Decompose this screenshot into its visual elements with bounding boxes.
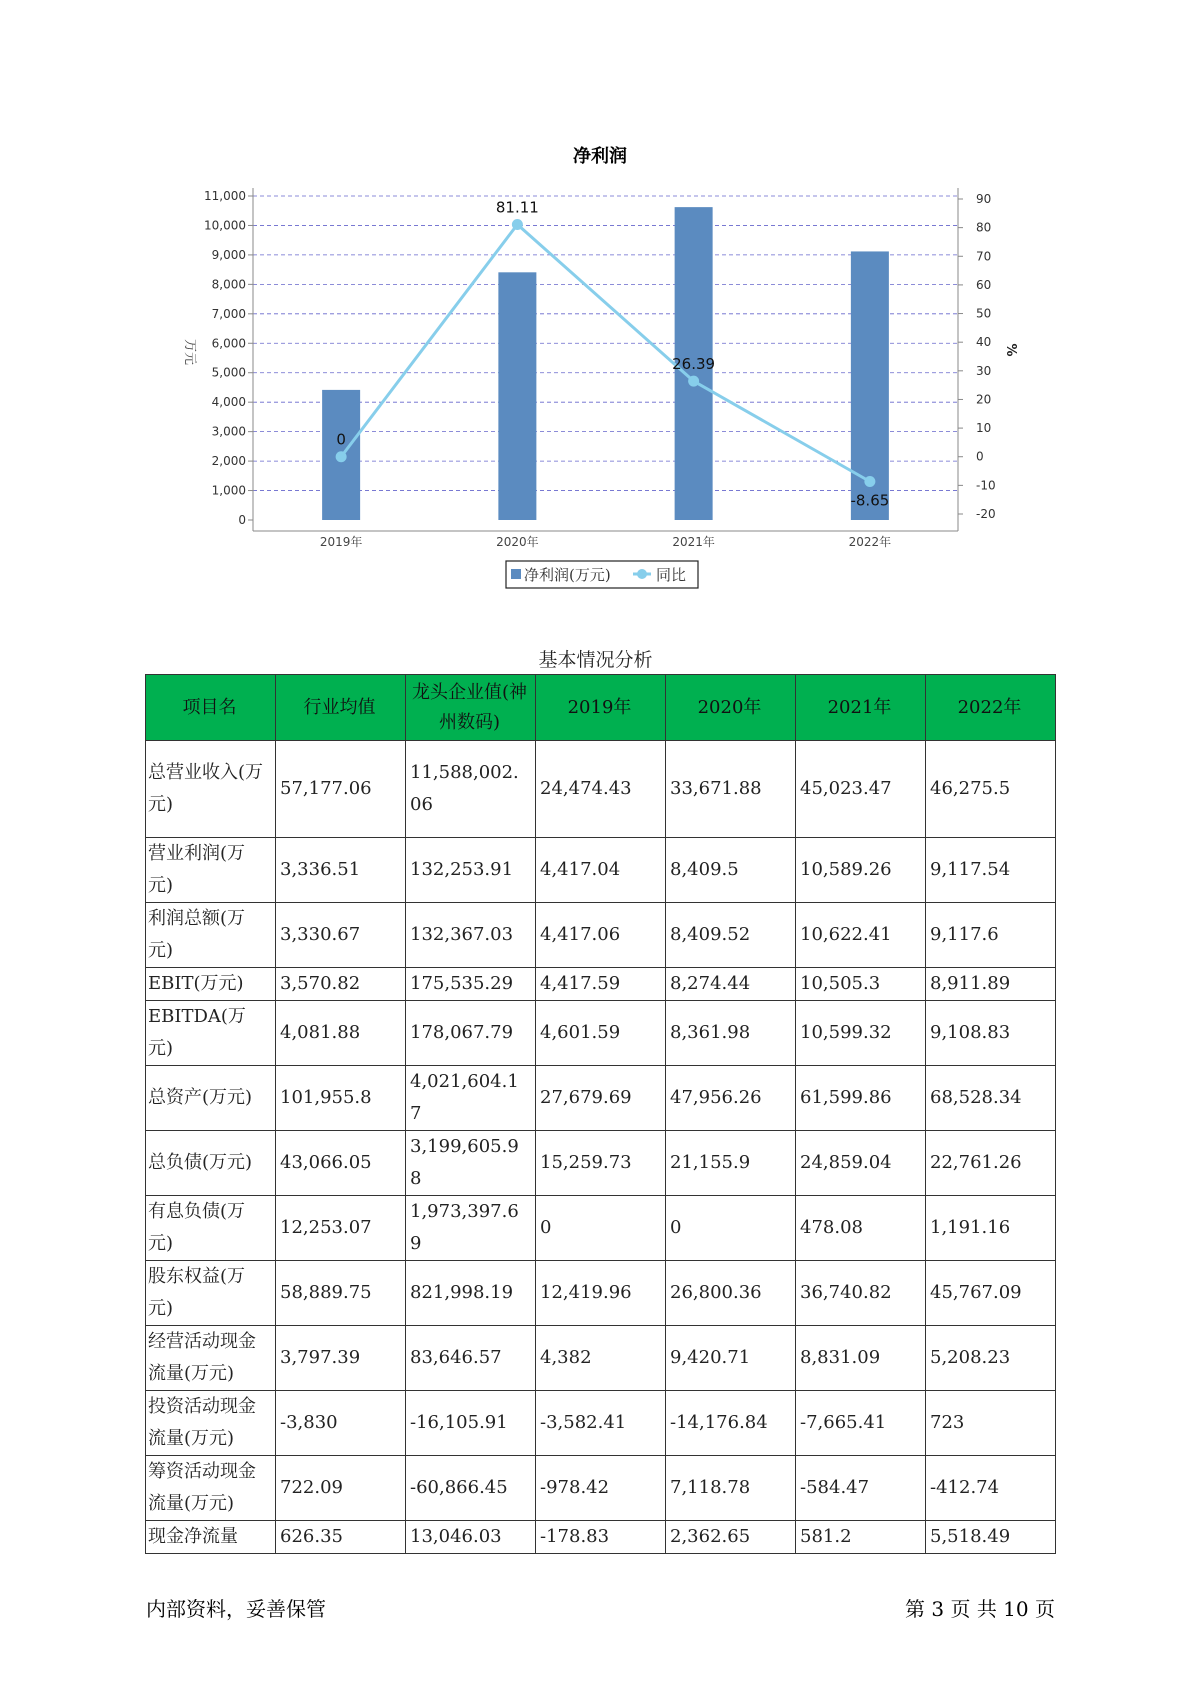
x-tick-label: 2021年 xyxy=(672,535,715,549)
value-cell: 4,601.59 xyxy=(536,1001,666,1066)
table-row xyxy=(146,1196,1056,1261)
y-right-tick-label: 30 xyxy=(976,363,992,378)
value-cell: 4,382 xyxy=(536,1326,666,1391)
row-label-cell: 现金净流量 xyxy=(146,1521,276,1554)
value-cell: -3,582.41 xyxy=(536,1391,666,1456)
footer-page-number: 第 3 页 共 10 页 xyxy=(905,1597,1055,1621)
value-cell: 12,253.07 xyxy=(276,1196,406,1261)
value-cell: 21,155.9 xyxy=(666,1131,796,1196)
row-label-cell: 总负债(万元) xyxy=(146,1131,276,1196)
value-cell: 175,535.29 xyxy=(406,968,536,1001)
y-tick-label: 8,000 xyxy=(211,277,246,292)
value-cell: 22,761.26 xyxy=(926,1131,1056,1196)
value-cell: 46,275.5 xyxy=(926,741,1056,838)
table-row xyxy=(146,1001,1056,1066)
table-caption: 基本情况分析 xyxy=(538,649,653,671)
value-cell: 8,409.52 xyxy=(666,903,796,968)
value-cell: 4,417.04 xyxy=(536,838,666,903)
legend-line-label: 同比 xyxy=(656,566,687,584)
table-row xyxy=(146,1326,1056,1391)
x-tick-label: 2020年 xyxy=(496,535,539,549)
table-row xyxy=(146,838,1056,903)
yoy-data-label: -8.65 xyxy=(850,491,890,510)
table-row xyxy=(146,1521,1056,1554)
value-cell: 9,117.6 xyxy=(926,903,1056,968)
x-tick-label: 2022年 xyxy=(848,535,892,549)
value-cell: 27,679.69 xyxy=(536,1066,666,1131)
row-label-cell: 有息负债(万元) xyxy=(146,1196,276,1261)
value-cell: -60,866.45 xyxy=(406,1456,536,1521)
value-cell: 101,955.8 xyxy=(276,1066,406,1131)
value-cell: -14,176.84 xyxy=(666,1391,796,1456)
table-row xyxy=(146,1066,1056,1131)
value-cell: 0 xyxy=(536,1196,666,1261)
value-cell: 2,362.65 xyxy=(666,1521,796,1554)
y-right-tick-label: 10 xyxy=(976,421,992,436)
value-cell: 11,588,002.06 xyxy=(406,741,536,838)
value-cell: 3,797.39 xyxy=(276,1326,406,1391)
y-right-tick-label: 80 xyxy=(976,220,992,235)
yoy-point xyxy=(864,476,875,487)
y-axis-label-right: % xyxy=(1003,343,1018,357)
value-cell: 45,767.09 xyxy=(926,1261,1056,1326)
y-right-tick-label: 20 xyxy=(976,392,992,407)
value-cell: 1,191.16 xyxy=(926,1196,1056,1261)
yoy-point xyxy=(688,376,699,387)
value-cell: 8,911.89 xyxy=(926,968,1056,1001)
table-row xyxy=(146,903,1056,968)
header-cell: 2019年 xyxy=(536,675,666,741)
value-cell: 36,740.82 xyxy=(796,1261,926,1326)
row-label-cell: 筹资活动现金流量(万元) xyxy=(146,1456,276,1521)
row-label-cell: 利润总额(万元) xyxy=(146,903,276,968)
header-cell: 2022年 xyxy=(926,675,1056,741)
analysis-table xyxy=(145,674,1056,1554)
y-tick-label: 11,000 xyxy=(204,189,246,203)
yoy-point xyxy=(336,451,347,462)
value-cell: 132,367.03 xyxy=(406,903,536,968)
yoy-data-label: 0 xyxy=(336,430,346,449)
value-cell: 626.35 xyxy=(276,1521,406,1554)
value-cell: -7,665.41 xyxy=(796,1391,926,1456)
y-tick-label: 7,000 xyxy=(211,306,246,321)
value-cell: 61,599.86 xyxy=(796,1066,926,1131)
table-row xyxy=(146,968,1056,1001)
value-cell: -16,105.91 xyxy=(406,1391,536,1456)
table-row xyxy=(146,741,1056,838)
value-cell: 9,420.71 xyxy=(666,1326,796,1391)
y-tick-label: 9,000 xyxy=(211,247,246,262)
footer-confidential-note: 内部资料，妥善保管 xyxy=(146,1597,326,1621)
y-tick-label: 2,000 xyxy=(211,454,246,469)
value-cell: 7,118.78 xyxy=(666,1456,796,1521)
row-label-cell: EBIT(万元) xyxy=(146,968,276,1001)
value-cell: 10,622.41 xyxy=(796,903,926,968)
row-label-cell: 总营业收入(万元) xyxy=(146,741,276,838)
value-cell: -178.83 xyxy=(536,1521,666,1554)
legend xyxy=(506,561,698,588)
value-cell: 5,518.49 xyxy=(926,1521,1056,1554)
row-label-cell: 股东权益(万元) xyxy=(146,1261,276,1326)
y-right-tick-label: -10 xyxy=(976,478,996,493)
header-cell: 2021年 xyxy=(796,675,926,741)
y-axis-label-left: 万元 xyxy=(182,338,197,366)
header-cell: 2020年 xyxy=(666,675,796,741)
value-cell: 8,274.44 xyxy=(666,968,796,1001)
value-cell: 132,253.91 xyxy=(406,838,536,903)
yoy-data-label: 26.39 xyxy=(672,355,716,374)
y-right-tick-label: 40 xyxy=(976,335,992,350)
header-cell: 龙头企业值(神州数码) xyxy=(406,675,536,741)
value-cell: 24,474.43 xyxy=(536,741,666,838)
y-tick-label: 4,000 xyxy=(211,395,246,410)
value-cell: 24,859.04 xyxy=(796,1131,926,1196)
value-cell: 4,021,604.17 xyxy=(406,1066,536,1131)
value-cell: 722.09 xyxy=(276,1456,406,1521)
net-profit-chart xyxy=(0,0,1191,600)
yoy-line xyxy=(341,224,870,481)
y-right-tick-label: 50 xyxy=(976,306,992,321)
y-tick-label: 3,000 xyxy=(211,424,246,439)
value-cell: 1,973,397.69 xyxy=(406,1196,536,1261)
value-cell: 8,831.09 xyxy=(796,1326,926,1391)
value-cell: 581.2 xyxy=(796,1521,926,1554)
value-cell: 4,417.59 xyxy=(536,968,666,1001)
value-cell: -978.42 xyxy=(536,1456,666,1521)
row-label-cell: 投资活动现金流量(万元) xyxy=(146,1391,276,1456)
value-cell: 83,646.57 xyxy=(406,1326,536,1391)
value-cell: 5,208.23 xyxy=(926,1326,1056,1391)
row-label-cell: 营业利润(万元) xyxy=(146,838,276,903)
value-cell: 47,956.26 xyxy=(666,1066,796,1131)
value-cell: 8,409.5 xyxy=(666,838,796,903)
value-cell: 68,528.34 xyxy=(926,1066,1056,1131)
legend-line-marker xyxy=(637,569,647,579)
value-cell: 723 xyxy=(926,1391,1056,1456)
yoy-data-label: 81.11 xyxy=(495,198,539,217)
value-cell: 58,889.75 xyxy=(276,1261,406,1326)
table-row xyxy=(146,1391,1056,1456)
y-right-tick-label: -20 xyxy=(976,507,996,521)
table-row xyxy=(146,1131,1056,1196)
value-cell: 3,570.82 xyxy=(276,968,406,1001)
value-cell: 3,199,605.98 xyxy=(406,1131,536,1196)
y-tick-label: 0 xyxy=(238,513,246,527)
value-cell: -584.47 xyxy=(796,1456,926,1521)
header-cell: 行业均值 xyxy=(276,675,406,741)
y-right-tick-label: 0 xyxy=(976,449,984,464)
value-cell: 0 xyxy=(666,1196,796,1261)
value-cell: 4,081.88 xyxy=(276,1001,406,1066)
y-right-tick-label: 90 xyxy=(976,192,992,206)
y-tick-label: 10,000 xyxy=(204,218,246,233)
value-cell: 10,505.3 xyxy=(796,968,926,1001)
value-cell: 3,336.51 xyxy=(276,838,406,903)
y-tick-label: 1,000 xyxy=(211,483,246,498)
value-cell: 178,067.79 xyxy=(406,1001,536,1066)
value-cell: 10,599.32 xyxy=(796,1001,926,1066)
value-cell: -412.74 xyxy=(926,1456,1056,1521)
value-cell: 15,259.73 xyxy=(536,1131,666,1196)
value-cell: 45,023.47 xyxy=(796,741,926,838)
legend-bar-label: 净利润(万元) xyxy=(524,566,611,584)
value-cell: 10,589.26 xyxy=(796,838,926,903)
legend-bar-swatch xyxy=(511,569,521,579)
value-cell: 13,046.03 xyxy=(406,1521,536,1554)
table-row xyxy=(146,1261,1056,1326)
bar xyxy=(498,272,536,520)
y-tick-label: 5,000 xyxy=(211,365,246,380)
table-row xyxy=(146,1456,1056,1521)
y-right-tick-label: 60 xyxy=(976,277,992,292)
value-cell: 8,361.98 xyxy=(666,1001,796,1066)
table-header-row xyxy=(146,675,1056,741)
x-tick-label: 2019年 xyxy=(319,535,363,549)
value-cell: 4,417.06 xyxy=(536,903,666,968)
value-cell: 3,330.67 xyxy=(276,903,406,968)
row-label-cell: 总资产(万元) xyxy=(146,1066,276,1131)
value-cell: 57,177.06 xyxy=(276,741,406,838)
value-cell: 26,800.36 xyxy=(666,1261,796,1326)
chart-title: 净利润 xyxy=(573,146,627,167)
value-cell: 9,117.54 xyxy=(926,838,1056,903)
value-cell: 821,998.19 xyxy=(406,1261,536,1326)
value-cell: -3,830 xyxy=(276,1391,406,1456)
value-cell: 33,671.88 xyxy=(666,741,796,838)
header-cell: 项目名 xyxy=(146,675,276,741)
value-cell: 9,108.83 xyxy=(926,1001,1056,1066)
y-tick-label: 6,000 xyxy=(211,336,246,351)
row-label-cell: EBITDA(万元) xyxy=(146,1001,276,1066)
value-cell: 43,066.05 xyxy=(276,1131,406,1196)
value-cell: 12,419.96 xyxy=(536,1261,666,1326)
row-label-cell: 经营活动现金流量(万元) xyxy=(146,1326,276,1391)
y-right-tick-label: 70 xyxy=(976,249,992,264)
yoy-point xyxy=(512,219,523,230)
value-cell: 478.08 xyxy=(796,1196,926,1261)
